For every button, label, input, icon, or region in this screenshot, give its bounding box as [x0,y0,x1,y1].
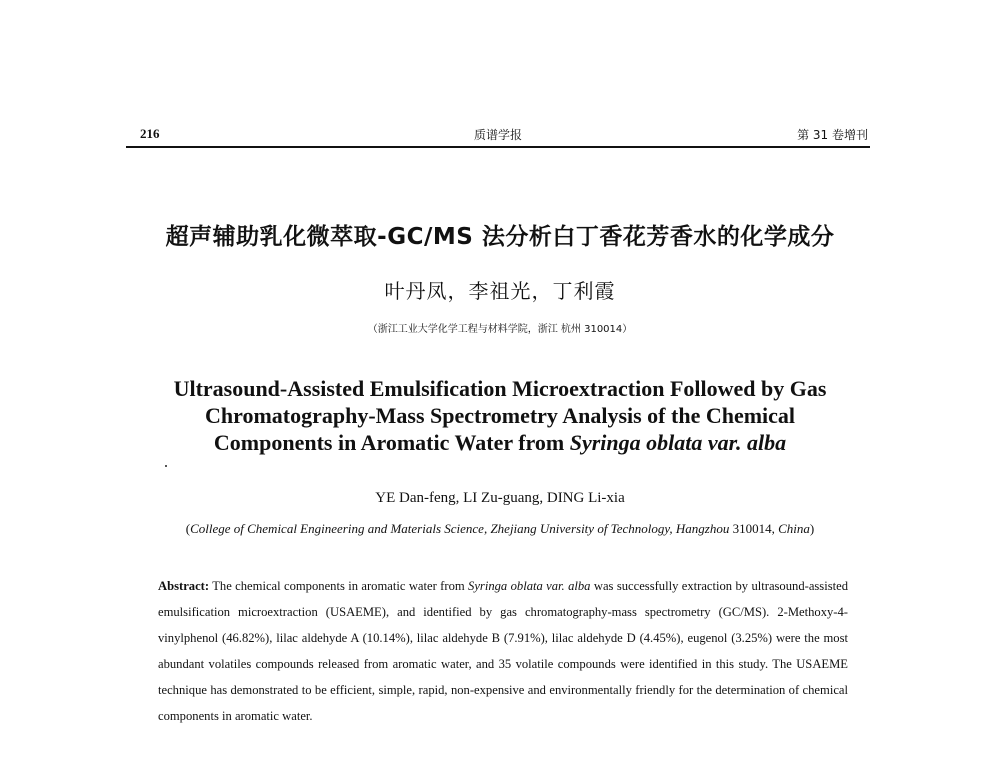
english-title-species: Syringa oblata var. alba [569,430,787,455]
english-affiliation [100,521,900,537]
chinese-authors: 叶丹凤，李祖光，丁利霞 [384,279,616,303]
affiliation-close-paren: ) [809,521,815,536]
affiliation-postcode: 310014, [729,521,779,536]
chinese-title: 超声辅助乳化微萃取-GC/MS 法分析白丁香花芳香水的化学成分 [165,224,835,250]
english-authors: YE Dan-feng, LI Zu-guang, DING Li-xia [375,490,625,506]
english-title [120,375,880,456]
volume-label: 第 31 卷增刊 [797,128,868,142]
scan-speck [165,465,167,467]
english-title-line-3 [120,429,880,456]
abstract-text-2: was successfully extraction by ultrasound-assisted emulsification microextraction (USAEME), and identified by gas chromatography-mass spectrometry (GC/MS). 2-Methoxy-4-vinylphenol (46.82%), lilac aldehyde A (10.14%), lilac aldehyde B (7.91%), lilac aldehyde D (4.45%), eugenol (3.25%) were the most abundant volatiles compounds released from aromatic water, and 35 volatile compounds were identified in this study. The USAEME technique has demonstrated to be efficient, simple, rapid, non-expensive and environmentally friendly for the determination of chemical components in aromatic water. [158,579,848,723]
header-divider [126,146,870,148]
running-header [126,120,870,144]
affiliation-country: China [778,521,810,536]
abstract-text-1: The chemical components in aromatic water from [209,579,469,593]
abstract-label: Abstract: [158,579,210,593]
abstract-species: Syringa oblata var. alba [468,579,591,593]
english-title-line-2: Chromatography-Mass Spectrometry Analysis of the Chemical [204,403,796,428]
abstract [158,573,848,729]
english-title-line-3-prefix: Components in Aromatic Water from [213,430,570,455]
affiliation-college: College of Chemical Engineering and Materials Science, Zhejiang University of Technology, Hangzhou [190,521,730,536]
chinese-affiliation: （浙江工业大学化学工程与材料学院，浙江 杭州 310014） [367,324,633,335]
affiliation-open-paren: ( [185,521,191,536]
page-number: 216 [140,126,160,141]
english-title-line-1: Ultrasound-Assisted Emulsification Microextraction Followed by Gas [173,376,827,401]
journal-name: 质谱学报 [473,128,522,142]
